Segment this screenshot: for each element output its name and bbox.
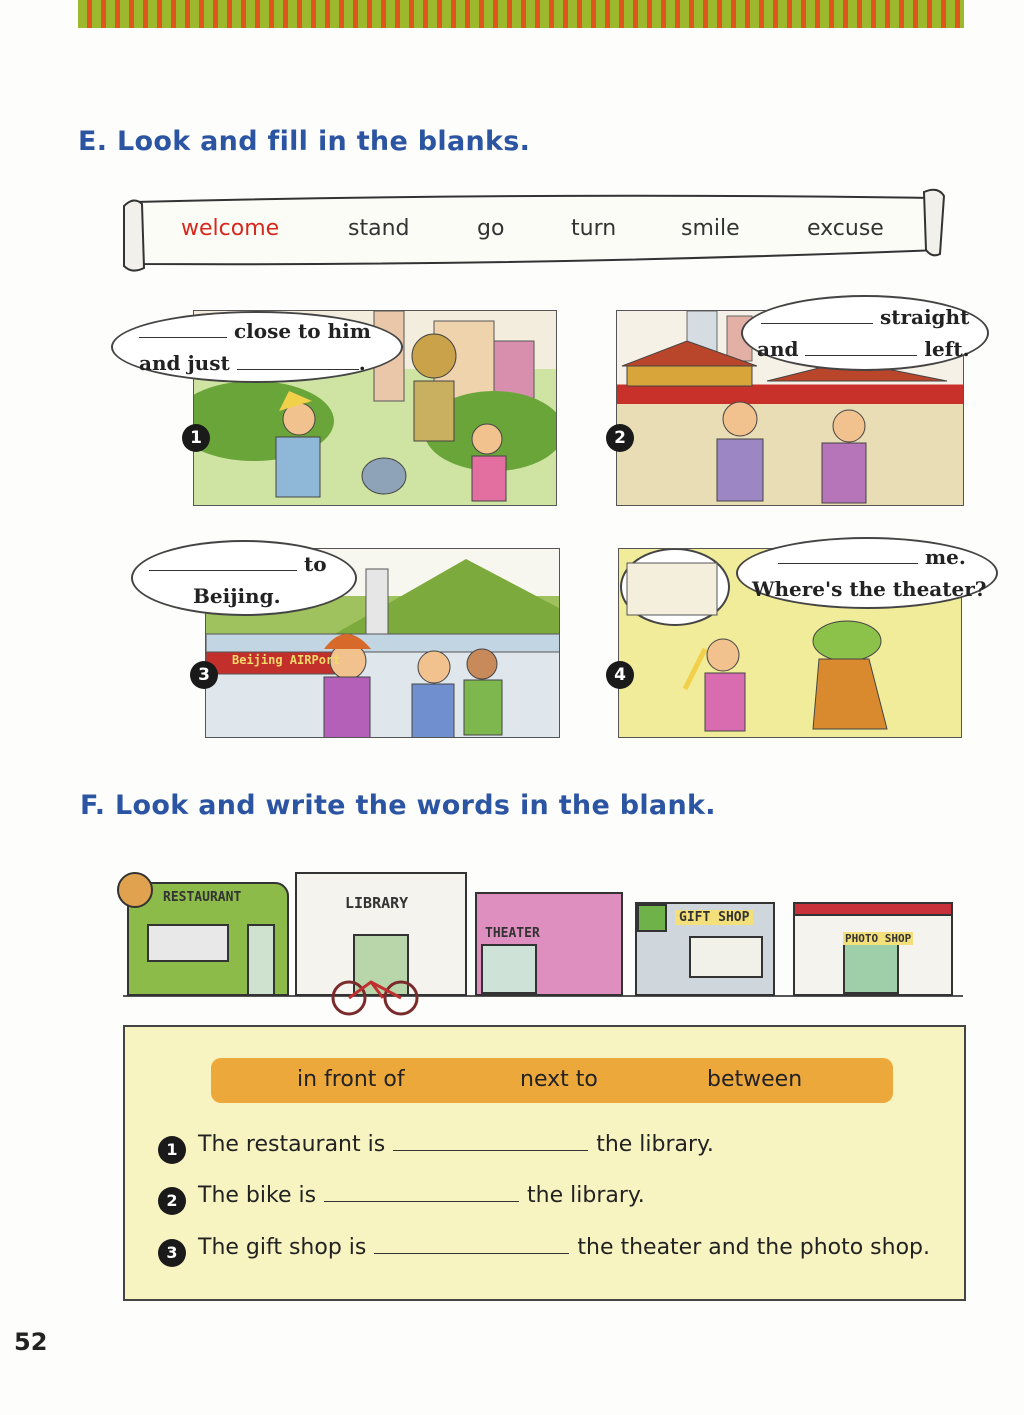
section-f-title: F. Look and write the words in the blank. (80, 790, 716, 821)
photo-shop-roof (793, 902, 953, 916)
restaurant-door (247, 924, 275, 996)
gift-box-icon (637, 904, 667, 932)
sentence-1-number: 1 (158, 1136, 186, 1164)
speech-bubble-3 (131, 540, 357, 616)
street-illustration (123, 846, 963, 1018)
word-bank-bar (211, 1058, 893, 1103)
blank-2b[interactable] (805, 355, 917, 356)
sentence-3-after: the theater and the photo shop. (577, 1235, 931, 1260)
sentence-1 (158, 1132, 714, 1164)
bubble-4-line2: Where's the theater? (752, 577, 987, 601)
speech-bubble-1 (111, 311, 403, 383)
sentence-3-number: 3 (158, 1239, 186, 1267)
word-welcome: welcome (181, 216, 280, 241)
sentence-3-before: The gift shop is (198, 1235, 367, 1260)
gift-shop-window (689, 936, 763, 978)
sentence-2-blank[interactable] (324, 1201, 519, 1202)
burger-icon (117, 872, 153, 908)
bubble-2-line1: straight (879, 305, 970, 329)
blank-3a[interactable] (149, 570, 297, 571)
bubble-4-line1: me. (924, 545, 966, 569)
blank-2a[interactable] (761, 323, 873, 324)
panel-3-number: 3 (190, 661, 218, 689)
word-in-front-of: in front of (297, 1067, 405, 1092)
bubble-1-line2-prefix: and just (139, 351, 230, 375)
bubble-1-line1: close to him (233, 319, 371, 343)
panel-2-number: 2 (606, 424, 634, 452)
bubble-2-line2-suffix: left. (924, 337, 970, 361)
sentence-3-blank[interactable] (374, 1253, 569, 1254)
bike-icon (329, 976, 421, 1016)
sentence-2 (158, 1183, 645, 1215)
top-decorative-stripe (78, 0, 964, 28)
airport-sign: Beijing AIRPort (232, 653, 341, 667)
sentence-2-before: The bike is (198, 1183, 317, 1208)
sentence-1-before: The restaurant is (198, 1132, 386, 1157)
library-sign: LIBRARY (345, 894, 409, 912)
panel-4-number: 4 (606, 661, 634, 689)
blank-1a[interactable] (139, 337, 227, 338)
restaurant-window (147, 924, 229, 962)
sentence-3 (158, 1235, 930, 1267)
word-turn: turn (571, 216, 617, 241)
sentence-1-blank[interactable] (393, 1150, 588, 1151)
page-number: 52 (14, 1328, 48, 1356)
bubble-2-line2-prefix: and (757, 337, 799, 361)
word-excuse: excuse (807, 216, 884, 241)
section-e-title: E. Look and fill in the blanks. (78, 126, 531, 157)
photo-shop-door (843, 942, 899, 994)
sentence-1-after: the library. (596, 1132, 714, 1157)
word-bank-scroll (120, 188, 945, 272)
sentence-2-after: the library. (527, 1183, 645, 1208)
restaurant-sign: RESTAURANT (163, 890, 242, 905)
theater-sign: THEATER (485, 926, 540, 941)
exercise-box (123, 1025, 966, 1301)
word-stand: stand (348, 216, 410, 241)
bubble-1-line2-suffix: . (358, 351, 366, 375)
gift-shop-sign: GIFT SHOP (675, 910, 753, 925)
speech-bubble-2 (741, 295, 989, 371)
blank-4a[interactable] (778, 563, 918, 564)
word-smile: smile (681, 216, 740, 241)
sentence-2-number: 2 (158, 1187, 186, 1215)
theater-window (481, 944, 537, 994)
blank-1b[interactable] (237, 369, 359, 370)
word-next-to: next to (520, 1067, 598, 1092)
speech-bubble-4 (736, 537, 998, 609)
theater-building (475, 892, 623, 996)
word-between: between (707, 1067, 803, 1092)
photo-shop-building (793, 910, 953, 996)
bubble-3-line1: to (303, 552, 327, 576)
bubble-3-line2: Beijing. (193, 584, 281, 608)
word-go: go (477, 216, 505, 241)
panel-1-number: 1 (182, 424, 210, 452)
photo-shop-sign: PHOTO SHOP (845, 932, 912, 945)
